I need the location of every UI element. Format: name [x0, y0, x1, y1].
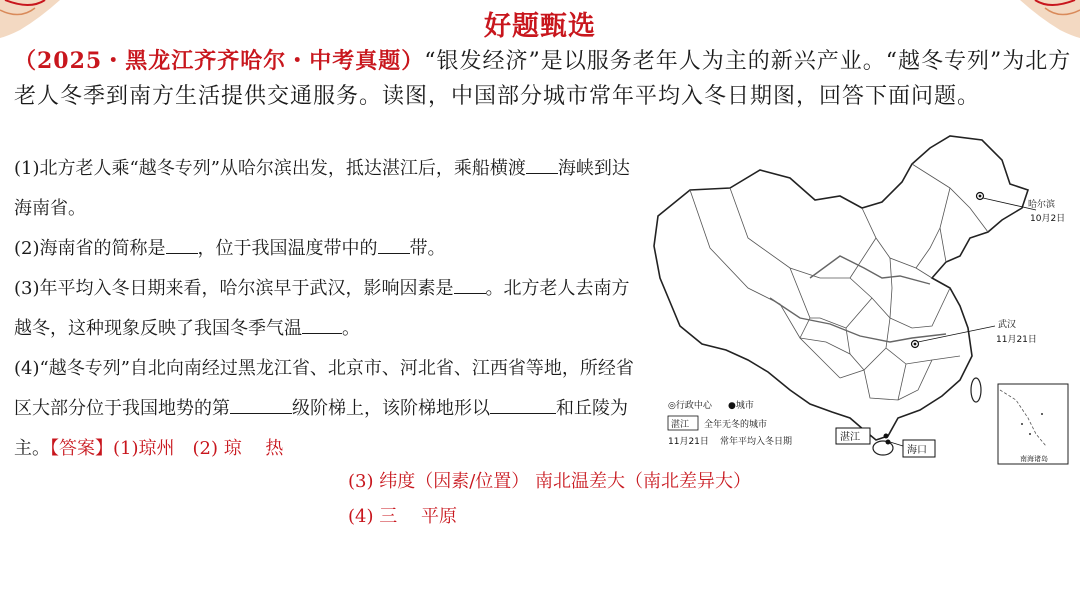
legend-box-sample: 湛江	[671, 420, 690, 430]
answer-line-3: (3) 纬度（因素/位置） 南北温差大（南北差异大）	[348, 471, 752, 492]
legend-box-text: 全年无冬的城市	[704, 420, 768, 430]
subquestion-2-text-b: ，位于我国温度带中的	[197, 238, 378, 259]
answer-blank	[302, 313, 342, 334]
subquestion-4-text-a: (4)“越冬专列”自北向南经过黑龙江省、北京市、河北省、江西省等地，所经省区大部分位于我国地势的第	[14, 358, 634, 419]
answer-line-1: (1)琼州 (2) 琼 热	[113, 438, 284, 459]
subquestion-1-text-a: (1)北方老人乘“越冬专列”从哈尔滨出发，抵达湛江后，乘船横渡	[14, 158, 526, 179]
zhanjiang-label: 湛江	[840, 432, 860, 443]
subquestion-4-text-b: 级阶梯上，该阶梯地形以	[292, 398, 490, 419]
subquestion-4	[14, 349, 642, 469]
answer-blank	[378, 233, 410, 254]
wuhan-date: 11月21日	[996, 335, 1037, 345]
answer-blank	[526, 153, 558, 174]
taiwan-island	[971, 378, 981, 402]
subquestion-4-text-c: 和丘陵为主。	[14, 398, 628, 459]
question-text: “银发经济”是以服务老年人为主的新兴产业。“越冬专列”为北方老人冬季到南方生活提供交通服务。读图，中国部分城市常年平均入冬日期图，回答下面问题。	[14, 49, 1072, 109]
question-stem	[14, 44, 1074, 114]
zhanjiang-marker	[884, 434, 889, 439]
answer-tag: 【答案】	[50, 438, 113, 459]
subquestion-2	[14, 229, 642, 269]
answer-blank	[166, 233, 198, 254]
subquestion-3-text-b: 。北方老人去南方越冬，这种现象反映了我国冬季气温	[14, 278, 630, 339]
wuhan-label: 武汉	[998, 320, 1017, 330]
harbin-date: 10月2日	[1030, 214, 1066, 224]
subquestion-3-text-c: 。	[342, 318, 360, 339]
subquestion-3-text-a: (3)年平均入冬日期来看，哈尔滨早于武汉，影响因素是	[14, 278, 454, 299]
answer-blank	[490, 393, 556, 414]
subquestion-3	[14, 269, 642, 349]
answer-block	[348, 464, 751, 534]
south-china-sea-inset	[998, 384, 1068, 464]
harbin-label: 哈尔滨	[1028, 200, 1056, 210]
haikou-marker	[886, 440, 891, 445]
answer-blank	[230, 393, 292, 414]
subquestion-1	[14, 149, 642, 229]
subquestion-1-text-b: 海峡到达海南省。	[14, 158, 630, 219]
legend-capital: ◎行政中心	[668, 401, 712, 411]
subquestion-2-text-a: (2)海南省的简称是	[14, 238, 166, 259]
china-map	[650, 128, 1074, 466]
haikou-label: 海口	[907, 445, 927, 456]
question-source: （2025・黑龙江齐齐哈尔・中考真题）	[14, 48, 425, 74]
subquestion-2-text-c: 带。	[409, 238, 446, 259]
legend-date-sample: 11月21日	[668, 437, 709, 447]
legend-city: ●城市	[728, 401, 754, 411]
answer-blank	[454, 273, 486, 294]
subquestions	[14, 149, 642, 469]
inset-label: 南海诸岛	[1020, 455, 1048, 463]
legend-date-text: 常年平均入冬日期	[720, 437, 793, 447]
page-title: 好题甄选	[484, 11, 596, 42]
answer-line-4: (4) 三 平原	[348, 506, 457, 527]
